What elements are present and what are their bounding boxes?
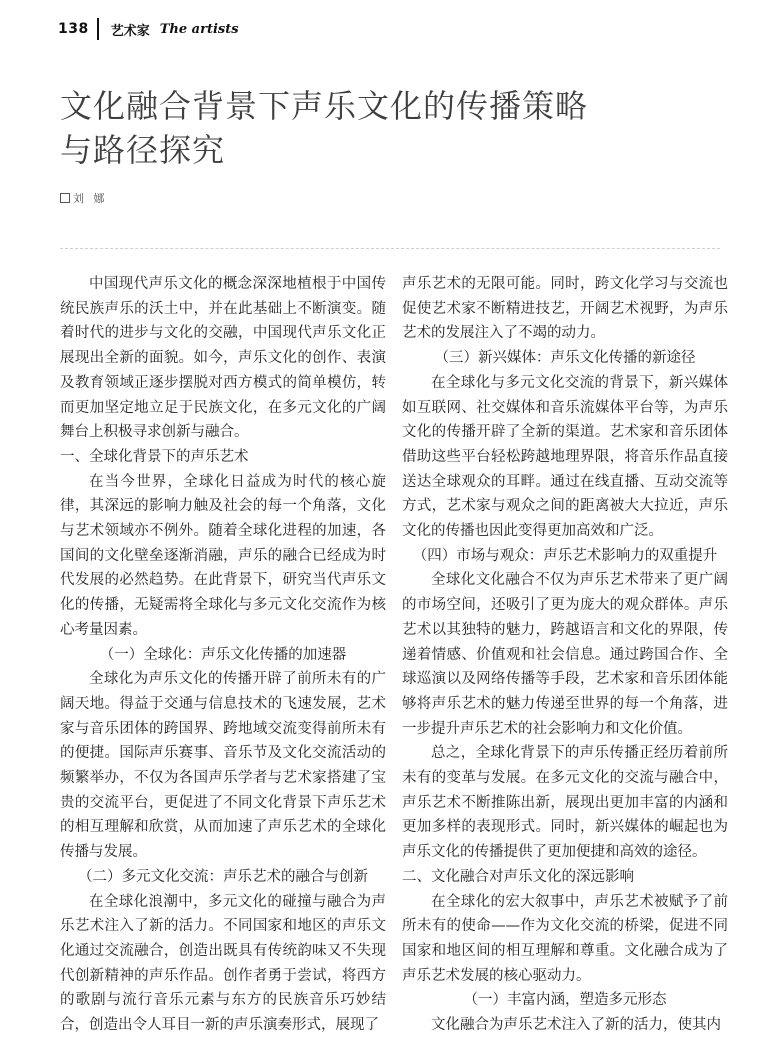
body-paragraph: 全球化文化融合不仅为声乐艺术带来了更广阔的市场空间，还吸引了更为庞大的观众群体。声乐艺术以其独特的魅力，跨越语言和文化的界限，传递着情感、价值观和社会信息。通过跨国合作、全球巡演以及网络传播等手段，艺术家和音乐团体能够将声乐艺术的魅力传递至世界的每一个角落，进一步提升声乐艺术的社会影响力和文化价值。: [402, 572, 728, 737]
body-paragraph: 中国现代声乐文化的概念深深地植根于中国传统民族声乐的沃土中，并在此基础上不断演变。随着时代的进步与文化的交融，中国现代声乐文化正展现出全新的面貌。如今，声乐文化的创作、表演及教育领域正逐步摆脱对西方模式的简单模仿，转而更加坚定地立足于民族文化，在多元文化的广阔舞台上积极寻求创新与融合。: [60, 276, 386, 441]
subsection-heading: （一）全球化：声乐文化传播的加速器: [99, 646, 347, 663]
header-separator-rule: [60, 248, 720, 249]
author-box-icon: [60, 193, 70, 203]
body-paragraph-continued: 声乐艺术的无限可能。同时，跨文化学习与交流也促使艺术家不断精进技艺，开阔艺术视野，为声乐艺术的发展注入了不竭的动力。: [402, 276, 728, 342]
body-paragraph: 在全球化的宏大叙事中，声乐艺术被赋予了前所未有的使命——作为文化交流的桥梁，促进不同国家和地区间的相互理解和尊重。文化融合成为了声乐艺术发展的核心驱动力。: [402, 893, 728, 984]
subsection-heading: （一）丰富内涵，塑造多元形态: [463, 992, 667, 1009]
body-paragraph: 在当今世界，全球化日益成为时代的核心旋律，其深远的影响力触及社会的每一个角落，文化与艺术领域亦不例外。随着全球化进程的加速，各国间的文化壁垒逐渐消融，声乐的融合已经成为时代发展的必然趋势。在此背景下，研究当代声乐文化的传播，无疑需将全球化与多元文化交流作为核心考量因素。: [60, 473, 386, 638]
body-paragraph: 文化融合为声乐艺术注入了新的活力，使其内: [431, 1017, 721, 1034]
section-heading: 一、全球化背景下的声乐艺术: [60, 448, 249, 465]
header-divider: [97, 18, 99, 40]
article-title-line-1: 文化融合背景下声乐文化的传播策略: [60, 87, 589, 125]
body-column-left: [60, 272, 386, 1038]
journal-section-english: The artists: [159, 21, 239, 37]
body-column-right: [402, 272, 728, 1038]
article-title-line-2: 与路径探究: [60, 131, 226, 169]
article-title: [60, 84, 620, 172]
journal-section-name: 艺术家: [110, 23, 150, 39]
section-heading: 二、文化融合对声乐文化的深远影响: [402, 868, 634, 885]
body-paragraph: 总之，全球化背景下的声乐传播正经历着前所未有的变革与发展。在多元文化的交流与融合中，声乐艺术不断推陈出新，展现出更加丰富的内涵和更加多样的表现形式。同时，新兴媒体的崛起也为声乐文化的传播提供了更加便捷和高效的途径。: [402, 745, 728, 861]
subsection-heading: （二）多元文化交流：声乐艺术的融合与创新: [78, 868, 368, 885]
body-paragraph: 全球化为声乐文化的传播开辟了前所未有的广阔天地。得益于交通与信息技术的飞速发展，艺术家与音乐团体的跨国界、跨地域交流变得前所未有的便捷。国际声乐赛事、音乐节及文化交流活动的频繁举办，不仅为各国声乐学者与艺术家搭建了宝贵的交流平台，更促进了不同文化背景下声乐艺术的相互理解和欣赏，从而加速了声乐艺术的全球化传播与发展。: [60, 671, 386, 861]
subsection-heading: （四）市场与观众：声乐艺术影响力的双重提升: [412, 547, 718, 564]
author-byline: [60, 190, 108, 206]
author-name: 刘 娜: [73, 192, 108, 205]
page-number: 138: [58, 21, 89, 37]
subsection-heading: （三）新兴媒体：声乐文化传播的新途径: [434, 350, 696, 367]
body-paragraph: 在全球化浪潮中，多元文化的碰撞与融合为声乐艺术注入了新的活力。不同国家和地区的声乐文化通过交流融合，创造出既具有传统韵味又不失现代创新精神的声乐作品。创作者勇于尝试，将西方的歌剧与流行音乐元素与东方的民族音乐巧妙结合，创造出令人耳目一新的声乐演奏形式，展现了: [60, 893, 386, 1034]
body-paragraph: 在全球化与多元文化交流的背景下，新兴媒体如互联网、社交媒体和音乐流媒体平台等，为声乐文化的传播开辟了全新的渠道。艺术家和音乐团体借助这些平台轻松跨越地理界限，将音乐作品直接送达全球观众的耳畔。通过在线直播、互动交流等方式，艺术家与观众之间的距离被大大拉近，声乐文化的传播也因此变得更加高效和广泛。: [402, 374, 728, 540]
running-header: [58, 14, 239, 44]
